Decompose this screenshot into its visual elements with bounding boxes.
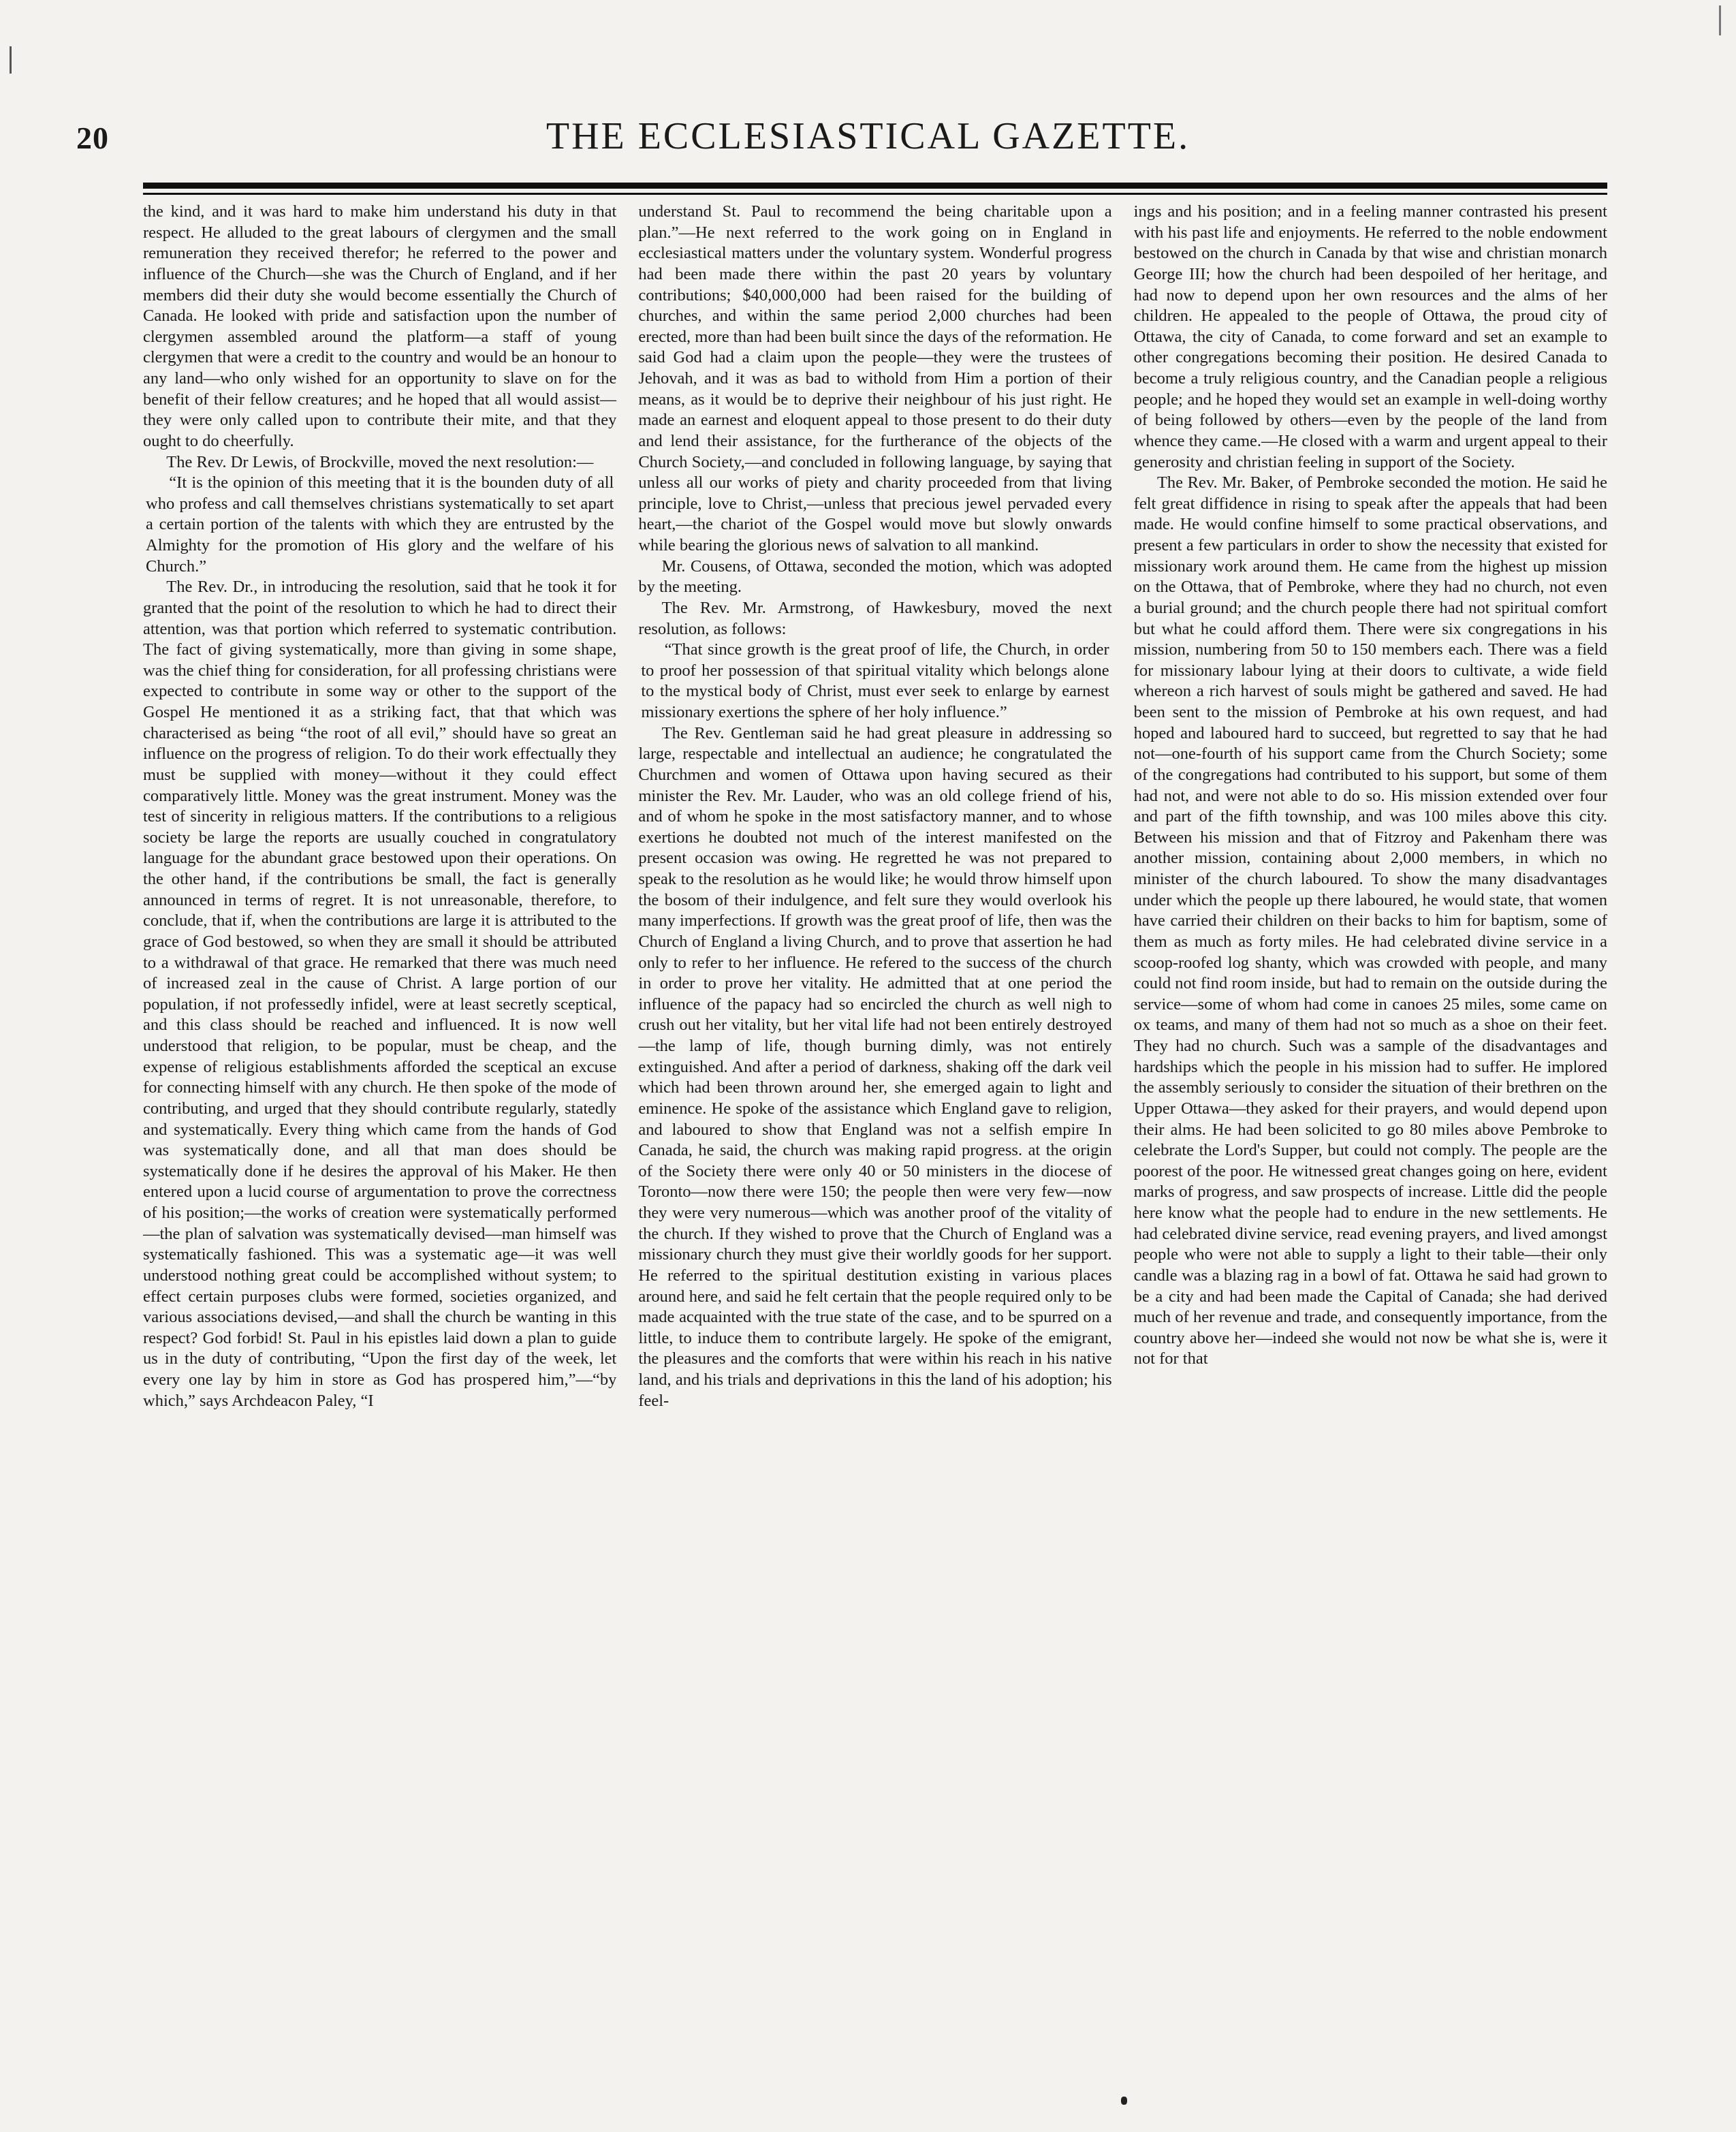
header-rule (143, 183, 1607, 189)
paragraph: ings and his position; and in a feeling manner contrasted his present with his past life and enjoyments. He referred to the noble endowment bestowed on the church in Canada by that wise and christian monarch George III; how the church had been despoiled of her heritage, and had now to depend upon her own resources and the alms of her children. He appealed to the people of Ottawa, the proud city of Ottawa, the city of Canada, to come forward and set an example to other congregations becoming their position. He desired Canada to become a truly religious country, and the Canadian people a religious people; and he hoped they would set an example in well-doing worthy of being followed by others—even by the people of the land from whence they came.—He closed with a warm and urgent appeal to their generosity and christian feeling in support of the Society. (1133, 202, 1607, 471)
paragraph: The Rev. Mr. Baker, of Pembroke seconded the motion. He said he felt great diffidence in rising to speak after the appeals that had been made. He would confine himself to some practical observations, and present a few particulars in order to show the necessity that existed for missionary work around them. He came from the highest up mission on the Ottawa, that of Pembroke, where they had no church, not even a burial ground; and the church people there had not spiritual comfort but what he could afford them. There were six congregations in his mission, numbering from 50 to 150 members each. There was a field for missionary labour lying at their doors to cultivate, a wide field whereon a rich harvest of souls might be gathered and saved. He had been sent to the mission of Pembroke at his own request, and had hoped and laboured hard to succeed, but regretted to say that he had not—one-fourth of his support came from the Church Society; some of the congregations had contributed to his support, but some of them had not, and were not able to do so. His mission extended over four and part of the fifth township, and was 100 miles above this city. Between his mission and that of Fitzroy and Pakenham there was another mission, containing about 2,000 members, in which no minister of the church laboured. To show the many disadvantages under which the people up there laboured, he would state, that women have carried their children on their backs to him for baptism, some of them as much as forty miles. He had celebrated divine service in a scoop-roofed log shanty, which was crowded with people, and many could not find room inside, but had to remain on the outside during the service—some of whom had come in canoes 25 miles, some came on ox teams, and many of them had not so much as a shoe on their feet. They had no church. Such was a sample of the disadvantages and hardships which the people in his mission had to suffer. He implored the assembly seriously to consider the situation of their brethren on the Upper Ottawa—they asked for their prayers, and would depend upon their alms. He had been solicited to go 80 miles above Pembroke to celebrate the Lord's Supper, but could not comply. The people are the poorest of the poor. He witnessed great changes going on here, evident marks of progress, and saw prospects of increase. Little did the people here know what the people had to endure in the new settlements. He had celebrated divine service, read evening prayers, and lived amongst people who were not able to supply a light to their table—their only candle was a blazing rag in a bowl of fat. Ottawa he said had grown to be a city and had been made the Capital of Canada; she had derived much of her revenue and trade, and consequently importance, from the country above her—indeed she would not now be what she is, were it not for that (1133, 473, 1607, 1368)
article-columns (143, 202, 1607, 1918)
scan-edge-mark (1719, 5, 1721, 35)
paragraph: the kind, and it was hard to make him understand his duty in that respect. He alluded to the great labours of clergymen and the small remuneration they received therefor; he referred to the power and influence of the Church—she was the Church of England, and if her members did their duty she would become essentially the Church of Canada. He looked with pride and satisfaction upon the number of clergymen assembled around the platform—a staff of young clergymen that were a credit to the country and would be an honour to any land—who only wished for an opportunity to slave on for the benefit of their fellow creatures; and he hoped that all would assist—they were only called upon to contribute their mite, and that they ought to do cheerfully. (143, 202, 617, 450)
resolution-quote: “It is the opinion of this meeting that it is the bounden duty of all who profess and call themselves christians systematically to set apart a certain portion of the talents with which they are entrusted by the Almighty for the promotion of His glory and the welfare of his Church.” (146, 473, 614, 576)
paragraph: The Rev. Dr., in introducing the resolution, said that he took it for granted that the point of the resolution to which he had to direct their attention, was that portion which referred to systematic contribution. The fact of giving systematically, more than giving in some shape, was the chief thing for consideration, for all professing christians were expected to contribute in some way or other to the support of the Gospel He mentioned it as a striking fact, that that which was characterised as being “the root of all evil,” should have so great an influence on the progress of religion. To do their work effectually they must be supplied with money—without it they could effect comparatively little. Money was the great instrument. Money was the test of sincerity in religious matters. If the contributions to a religious society be large the reports are usually couched in congratulatory language for the abundant grace bestowed upon their operations. On the other hand, if the contributions be small, the fact is generally announced in terms of regret. It is not unreasonable, therefore, to conclude, that if, when the contributions are large it is attributed to the grace of God bestowed, so when they are small it should be attributed to a withdrawal of that grace. He remarked that there was much need of increased zeal in the cause of Christ. A large portion of our population, if not professedly infidel, were at least secretly sceptical, and this class should be reached and influenced. It is now well understood that religion, to be popular, must be cheap, and the expense of religious establishments afforded the sceptical an excuse for connecting himself with any church. He then spoke of the mode of contributing, and urged that they should contribute regularly, statedly and systematically. Every thing which came from the hands of God was systematically done, and all that man does should be systematically done if he desires the approval of his Maker. He then entered upon a lucid course of argumentation to prove the correctness of his position;—the works of creation were systematically performed—the plan of salvation was systematically devised—man himself was systematically fashioned. This was a systematic age—it was well understood nothing great could be accomplished without system; to effect certain purposes clubs were formed, societies organized, and various associations devised,—and shall the church be wanting in this respect? God forbid! St. Paul in his epistles laid down a plan to guide us in the duty of contributing, “Upon the first day of the week, let every one lay by him in store as God has prospered him,”—“by which,” says Archdeacon Paley, “I (143, 578, 617, 1410)
print-mark (1121, 2097, 1127, 2105)
scan-edge-mark (10, 46, 12, 74)
paragraph: The Rev. Mr. Armstrong, of Hawkesbury, moved the next resolution, as follows: (638, 598, 1112, 638)
paragraph: Mr. Cousens, of Ottawa, seconded the motion, which was adopted by the meeting. (638, 556, 1112, 597)
page-number: 20 (76, 121, 109, 155)
header-rule (143, 193, 1607, 195)
column-2 (638, 202, 1111, 1918)
publication-title: THE ECCLESIASTICAL GAZETTE. (546, 115, 1190, 157)
resolution-quote: “That since growth is the great proof of life, the Church, in order to proof her possession of that spiritual vitality which belongs alone to the mystical body of Christ, must ever seek to enlarge by earnest missionary exertions the sphere of her holy influence.” (641, 640, 1109, 721)
column-3 (1134, 202, 1607, 1918)
paragraph: The Rev. Gentleman said he had great pleasure in addressing so large, respectable and intellectual an audience; he congratulated the Churchmen and women of Ottawa upon having secured as their minister the Rev. Mr. Lauder, who was an old college friend of his, and of whom he spoke in the most satisfactory manner, and to whose exertions he doubted not much of the interest manifested on the present occasion was owing. He regretted he was not prepared to speak to the resolution as he would like; he would throw himself upon the bosom of their indulgence, and felt sure they would overlook his many imperfections. If growth was the great proof of life, then was the Church of England a living Church, and to prove that assertion he had only to refer to her influence. He refered to the success of the church in order to prove her vitality. He admitted that at one period the influence of the papacy had so encircled the church as well nigh to crush out her vitality, but her vital life had not been entirely destroyed—the lamp of life, though burning dimly, was not entirely extinguished. And after a period of darkness, shaking off the dark veil which had been thrown around her, she emerged again to light and eminence. He spoke of the assistance which England gave to religion, and laboured to show that England was not a selfish empire In Canada, he said, the church was making rapid progress. at the origin of the Society there were only 40 or 50 ministers in the diocese of Toronto—now there were 150; the people then were very few—now they were very numerous—which was another proof of the vitality of the church. If they wished to prove that the Church of England was a missionary church they must give their worldly goods for her support. He referred to the spiritual destitution existing in various places around here, and said he felt certain that the people required only to be made acquainted with the true state of the case, and to be spurred on a little, to induce them to contribute largely. He spoke of the emigrant, the pleasures and the comforts that were within his reach in his native land, and his trials and deprivations in this the land of his adoption; his feel- (638, 723, 1112, 1410)
paragraph: understand St. Paul to recommend the being charitable upon a plan.”—He next referred to the work going on in England in ecclesiastical matters under the voluntary system. Wonderful progress had been made there within the past 20 years by voluntary contributions; $40,000,000 had been raised for the building of churches, and within the same period 2,000 churches had been erected, more than had been built since the days of the reformation. He said God had a claim upon the people—they were the trustees of Jehovah, and it was as bad to withold from Him a portion of their means, as it would be to deprive their neighbour of his just right. He made an earnest and eloquent appeal to those present to do their duty and lend their assistance, for the furtherance of the objects of the Church Society,—and concluded in following language, by saying that unless all our works of piety and charity proceeded from that living principle, love to Christ,—unless that precious jewel pervaded every heart,—the chariot of the Gospel would move but slowly onwards while bearing the glorious news of salvation to all mankind. (638, 202, 1112, 554)
column-1 (143, 202, 616, 1918)
paragraph: The Rev. Dr Lewis, of Brockville, moved the next resolution:— (166, 452, 594, 471)
